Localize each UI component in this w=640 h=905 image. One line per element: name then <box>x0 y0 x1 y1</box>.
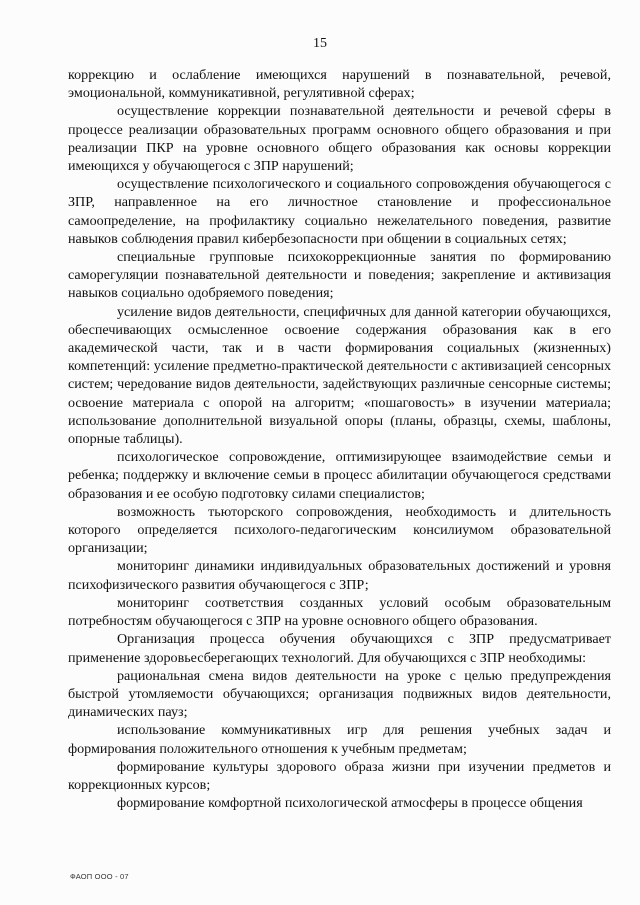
paragraph: рациональная смена видов деятельности на уроке с целью предупреждения быстрой утомляемости обучающихся; организация подвижных видов деятельности, динамических пауз; <box>68 667 611 721</box>
paragraph: использование коммуникативных игр для решения учебных задач и формирования положительного отношения к учебным предметам; <box>68 722 611 757</box>
paragraph: психологическое сопровождение, оптимизирующее взаимодействие семьи и ребенка; поддержку и включение семьи в процесс абилитации обучающегося средствами образования и ее особую подготовку силами специалистов; <box>68 449 611 502</box>
document-body <box>68 66 611 812</box>
paragraph: усиление видов деятельности, специфичных для данной категории обучающихся, обеспечивающих осмысленное освоение содержания образования как в его академической части, так и в части формирования социальных (жизненных) компетенций: усиление предметно-практической деятельности с активизацией сенсорных систем; чередование видов деятельности, задействующих различные сенсорные системы; освоение материала с опорой на алгоритм; «пошаговость» в изучении материала; использование дополнительной визуальной опоры (планы, образцы, схемы, шаблоны, опорные таблицы). <box>68 303 611 448</box>
paragraph: осуществление психологического и социального сопровождения обучающегося с ЗПР, направленное на его личностное становление и профессиональное самоопределение, на профилактику социально нежелательного поведения, развитие навыков соблюдения правил кибербезопасности при общении в социальных сетях; <box>68 176 611 247</box>
paragraph: мониторинг соответствия созданных условий особым образовательным потребностям обучающегося с ЗПР на уровне основного общего образования. <box>68 594 611 630</box>
paragraph: Организация процесса обучения обучающихся с ЗПР предусматривает применение здоровьесберегающих технологий. Для обучающихся с ЗПР необходимы: <box>68 631 611 666</box>
paragraph: мониторинг динамики индивидуальных образовательных достижений и уровня психофизического развития обучающегося с ЗПР; <box>68 558 611 593</box>
paragraph: осуществление коррекции познавательной деятельности и речевой сферы в процессе реализации образовательных программ основного общего образования и при реализации ПКР на уровне основного общего образования как основы коррекции имеющихся у обучающегося с ЗПР нарушений; <box>68 103 611 175</box>
paragraph: формирование комфортной психологической атмосферы в процессе общения <box>117 795 583 812</box>
paragraph: возможность тьюторского сопровождения, необходимость и длительность которого определяется психолого-педагогическим консилиумом образовательной организации; <box>68 503 611 557</box>
paragraph: формирование культуры здорового образа жизни при изучении предметов и коррекционных курсов; <box>68 758 611 793</box>
paragraph: коррекцию и ослабление имеющихся нарушений в познавательной, речевой, эмоциональной, коммуникативной, регулятивной сферах; <box>68 67 611 102</box>
page-number: 15 <box>313 36 327 51</box>
footer-doc-code: ФАОП ООО - 07 <box>70 872 129 881</box>
paragraph: специальные групповые психокоррекционные занятия по формированию саморегуляции познавательной деятельности и поведения; закрепление и активизация навыков социально одобряемого поведения; <box>68 249 611 302</box>
